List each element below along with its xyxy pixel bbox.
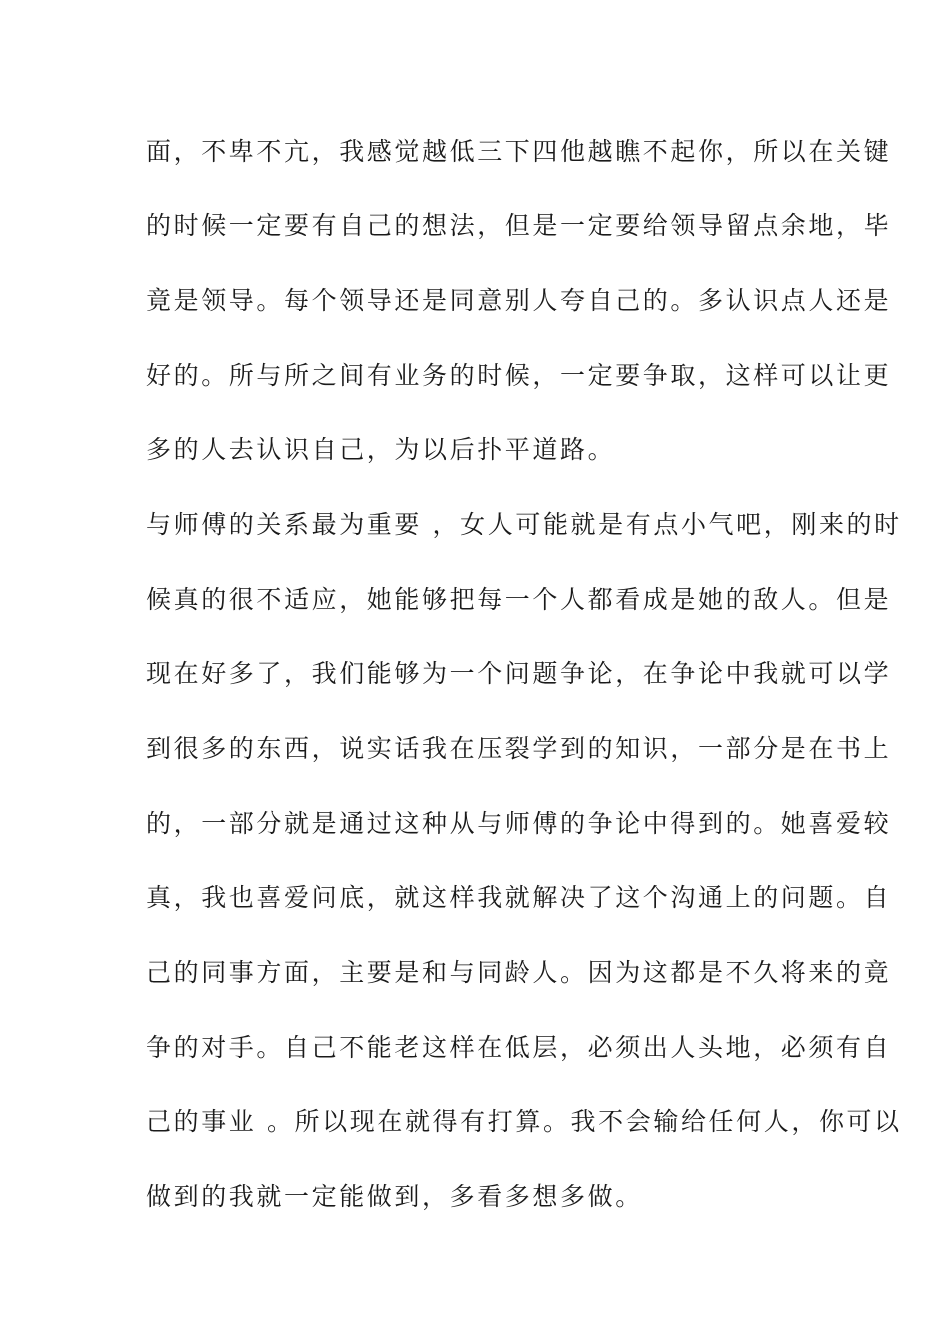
text-line-12: 己的同事方面，主要是和与同龄人。因为这都是不久将来的竟 <box>146 958 892 987</box>
text-line-10: 的，一部分就是通过这种从与师傅的争论中得到的。她喜爱较 <box>146 809 892 838</box>
text-line-13: 争的对手。自己不能老这样在低层，必须出人头地，必须有自 <box>146 1033 892 1062</box>
text-line-4: 好的。所与所之间有业务的时候，一定要争取，这样可以让更 <box>146 361 892 390</box>
text-line-14: 己的事业 。所以现在就得有打算。我不会输给任何人，你可以 <box>146 1107 902 1136</box>
text-line-8: 现在好多了，我们能够为一个问题争论，在争论中我就可以学 <box>146 659 892 688</box>
text-line-2: 的时候一定要有自己的想法，但是一定要给领导留点余地，毕 <box>146 211 892 240</box>
text-line-5: 多的人去认识自己，为以后扑平道路。 <box>146 435 616 464</box>
text-line-7: 候真的很不适应，她能够把每一个人都看成是她的敌人。但是 <box>146 585 892 614</box>
text-line-3: 竟是领导。每个领导还是同意别人夸自己的。多认识点人还是 <box>146 286 892 315</box>
text-line-15: 做到的我就一定能做到，多看多想多做。 <box>146 1182 643 1211</box>
text-line-11: 真，我也喜爱问底，就这样我就解决了这个沟通上的问题。自 <box>146 883 892 912</box>
text-line-1: 面，不卑不亢，我感觉越低三下四他越瞧不起你，所以在关键 <box>146 137 892 166</box>
text-line-6: 与师傅的关系最为重要 ，女人可能就是有点小气吧，刚来的时 <box>146 510 902 539</box>
text-line-9: 到很多的东西，说实话我在压裂学到的知识，一部分是在书上 <box>146 734 892 763</box>
